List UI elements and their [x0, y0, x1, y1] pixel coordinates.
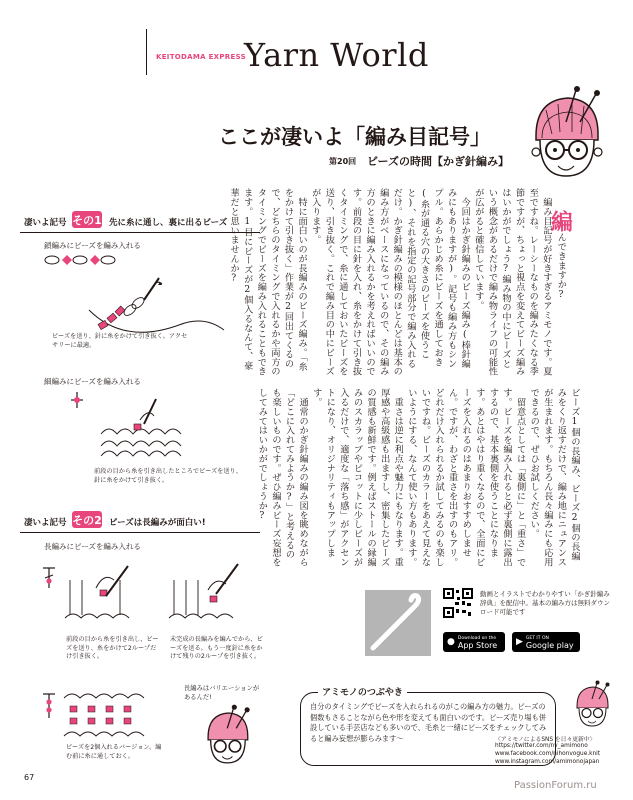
diagram3-title: 長編みにビーズを編み入れる [44, 542, 141, 551]
sns-twitter-link[interactable]: https://twitter.com/nv_amimono [495, 743, 588, 749]
diagram3-caption-b: 未完成の長編みを編んでから、ビーズを送る。もう一度針に糸をかけて残りの2ループを引き抜く。 [170, 636, 263, 660]
dropcap: 編 [547, 210, 574, 233]
app-store-button[interactable] [443, 632, 505, 652]
apple-icon: ● [447, 637, 455, 647]
headline-subtitle: ビーズの時間【かぎ針編み】 [367, 155, 510, 168]
diagram3-caption-a: 前段の目から糸を引き出し、ビーズを送り、糸をかけて2ループだけ引き抜く。 [66, 636, 159, 660]
sns-instagram-link[interactable]: www.instagram.com/amimonojapan [495, 759, 600, 765]
section2-label: 凄いよ記号 [24, 518, 67, 528]
section1-label: 凄いよ記号 [24, 218, 67, 228]
double-crochet-symbol-icon [42, 566, 56, 588]
headline: ここが凄いよ「編み目記号」 [218, 124, 491, 149]
watermark: PassionForum.ru [514, 780, 597, 791]
diagram2-title: 細編みにビーズを編み入れる [44, 377, 141, 386]
double-crochet-diagram-b [164, 560, 264, 630]
sns-facebook-link[interactable]: www.facebook.com/nihonvogue.knit [495, 751, 601, 757]
diagram1-caption: ビーズを送り、針に糸をかけて引き抜く。アクセサリーに最適。 [52, 333, 188, 349]
column-title: アミモノのつぶやき [318, 685, 407, 698]
section2-title: ビーズは長編みが面白い! [109, 518, 206, 528]
qr-code-icon [443, 588, 473, 618]
section1-title: 先に糸に通し、裏に出るビーズ [109, 218, 228, 228]
single-crochet-symbol-icon [70, 392, 84, 410]
section2-badge: その2 [72, 511, 102, 528]
promo-text: 動画とイラストでわかりやすい「かぎ針編み辞典」を配信中。基本の編み方は無料ダウンロード可能です [480, 590, 610, 616]
diagram1-title: 鎖編みにビーズを編み入れる [44, 241, 141, 250]
page-number: 67 [24, 773, 35, 782]
body-column-1-text: んできますか? 編み目記号が好きすぎるアミモノです。夏至ですね。レーシーなものを編みたくなる季節ですが、ちょっと視点を変えてビーズ編みはいかがでしょう?編み物の中にビーズという概念があるだけで編み物ライフの可能性が広がると確信しています。 今回はかぎ針編みのビーズ編み(棒針編みにもありますが)。記号も編み方もシンプル。あらかじめ糸にビーズを通しておき(糸が通る穴の大きさのビーズを使うこと)、それを指定の記号部分で編み入れるだけ。かぎ針編みの模様のほとんどは基本の編み方がベースになっているので、その編み方のときに編み入れるかを考えればいいのです。前段の目に針を入れ、糸をかけて引き抜くタイミングで、糸に通しておいたビーズを送り、引き抜く。これで編み目の中にビーズが入ります。 特に面白いのが長編みのビーズ編み。「糸をかけて引き抜く」作業が2回出てくるので、どちらのタイミングで入れるかや両方のタイミングでビーズを編み入れることもできます。1目にビーズが2個入るなんて、豪華だと思いませんか? [228, 188, 567, 376]
app-store-label: App Store [457, 641, 498, 650]
issue-number: 第20回 [329, 157, 357, 166]
double-crochet-two-beads-diagram [62, 690, 152, 742]
header-rule-top [146, 29, 147, 75]
section1-rule [20, 232, 260, 233]
google-play-label: Google play [525, 641, 574, 650]
play-icon: ▶ [516, 637, 523, 647]
chain-stitch-symbol-icon [42, 252, 122, 268]
diagram2-caption: 前段の目から糸を引き出したところでビーズを送り、針に糸をかけて引き抜く。 [94, 468, 242, 484]
mascot-corner-icon [566, 680, 616, 730]
section1-badge: その1 [72, 211, 102, 228]
crochet-hook-icon [365, 590, 431, 656]
body-column-1 [228, 188, 581, 376]
body-column-2: ビーズ1個の長編み、ビーズ2個の長編みをくり返すだけで、編み地にニュアンスが生まれます。もちろん長々編みにも応用できるので、ぜひお試しください。 留意点としては「裏側に」と「重さ」です。ビーズを編み入れると必ず裏側に露出するので、基本裏側を使うことになります。あとはやはり重くなるので、全面にビーズを入れるのはあまりおすすめしません。ですが、わざと重さを出すのもアリ。どれだけ入れられるか試してみるのも楽しいですね。ビーズのカラーをあえて見えないようにする、なんて使い方もあります。 重さは逆に利点や魅力にもなります。重厚感や高級感も出ますし、密集したビーズの質感も新鮮です。例えばストールの縁編みのスカラップやピコットに少しビーズが入るだけで、適度な「落ち感」がアクセントになり、オリジナリティもアップします。 通常のかぎ針編みの編み図を眺めながら「どこに入れてみようか?」と考えるのも楽しいものです。ぜひ編みビーズ妄想をしてみてはいかがでしょうか? [256, 388, 580, 567]
single-crochet-beads-diagram [96, 394, 196, 464]
double-crochet-two-beads-symbol-icon [42, 692, 56, 718]
hook-graphic [365, 590, 431, 656]
google-play-small-label: GET IT ON [525, 636, 549, 641]
app-store-small-label: Download on the [457, 636, 497, 641]
mascot-small-icon [194, 704, 258, 768]
double-crochet-diagram-a [60, 560, 160, 630]
speech-bubble-text: 長編みはバリエーションがあるんだ! [184, 685, 260, 701]
section2-rule [20, 532, 260, 533]
diagram3-caption-c: ビーズを2個入れるバージョン。編む前に糸に通しておく。 [66, 744, 162, 760]
google-play-button[interactable] [512, 632, 580, 652]
sns-title: 〈アミモノによるSNS を日々更新中〉 [495, 737, 596, 743]
magazine-title: Yarn World [244, 36, 429, 74]
column-text: 自分のタイミングでビーズを入れられるのがこの編み方の魅力。ビーズの個数もさることながら色や形を変えても面白いのです。ビーズ売り場も併設している手芸店なども多いので、毛糸と一緒にビーズをチェックしてみると編み妄想が膨らみます〜 [310, 702, 547, 743]
mascot-head-icon [514, 84, 614, 184]
series-label: KEITODAMA EXPRESS [156, 53, 246, 61]
